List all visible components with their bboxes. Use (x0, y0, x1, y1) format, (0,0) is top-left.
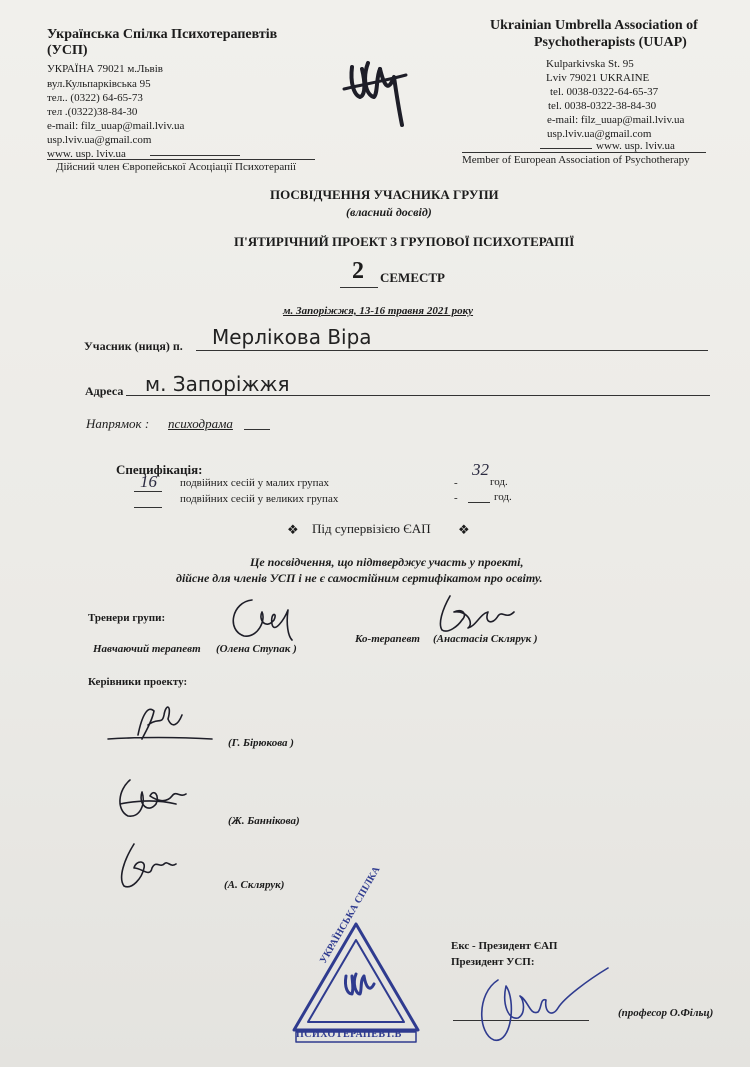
lead-therapist-name: (Олена Ступак ) (216, 643, 297, 655)
place-date: м. Запоріжжя, 13-16 травня 2021 року (283, 305, 474, 317)
spec-row1-unit: год. (490, 476, 508, 488)
certificate-subtitle: (власний досвід) (346, 205, 432, 219)
direction-value: психодрама (168, 416, 233, 431)
leader-1-name: (Г. Бірюкова ) (228, 737, 294, 749)
co-therapist-signature (428, 590, 528, 640)
leader-1-signature (108, 695, 218, 755)
president-label: Президент УСП: (451, 956, 535, 968)
participant-rule (196, 350, 708, 351)
left-tel-1: тел.. (0322) 64-65-73 (47, 92, 143, 104)
left-membership: Дійсний член Європейської Асоціації Психотерапії (56, 161, 297, 173)
left-tel-2: тел .(0322)38-84-30 (47, 106, 138, 118)
right-address-1: Kulparkivska St. 95 (546, 58, 634, 70)
right-web: www. usp. lviv.ua (596, 140, 675, 152)
direction-label: Напрямок : (86, 416, 150, 431)
spec-row1-text: подвійних сесій у малих групах (180, 477, 329, 489)
lead-therapist-role: Навчаючий терапевт (93, 643, 201, 655)
participant-label: Учасник (ниця) п. (84, 339, 183, 353)
semester-number: 2 (352, 258, 364, 284)
leader-2-name: (Ж. Баннікова) (228, 815, 300, 827)
spec-label: Специфікація: (116, 462, 203, 477)
leader-3-name: (А. Склярук) (224, 879, 285, 891)
co-therapist-role: Ко-терапевт (355, 633, 420, 645)
lead-therapist-signature (222, 590, 302, 650)
spec-row1-count: 16 (140, 472, 157, 491)
right-tel-1: tel. 0038-0322-64-65-37 (550, 86, 659, 98)
address-value: м. Запоріжжя (145, 372, 290, 396)
left-web: www. usp. lviv.ua (47, 148, 126, 160)
left-org-abbr: (УСП) (47, 43, 88, 58)
left-address-1: УКРАЇНА 79021 м.Львів (47, 63, 163, 75)
semester-number-rule (340, 287, 378, 288)
leader-2-signature (110, 770, 200, 830)
spec-row2-count-rule (134, 507, 162, 508)
supervision-note: Під супервізією ЄАП (312, 521, 431, 536)
right-membership: Member of European Association of Psychotherapy (462, 154, 690, 166)
project-title: П'ЯТИРІЧНИЙ ПРОЕКТ З ГРУПОВОЇ ПСИХОТЕРАПІЇ (234, 234, 575, 249)
left-web-rule (150, 155, 240, 156)
left-email-2: usp.lviv.ua@gmail.com (47, 134, 152, 146)
ex-president-label: Екс - Президент ЄАП (451, 940, 558, 952)
spec-row2-dash: - (454, 492, 458, 504)
right-web-rule (540, 148, 592, 149)
president-name: (професор О.Фільц) (618, 1007, 714, 1019)
participant-name: Мерлікова Віра (212, 325, 372, 349)
semester-label: СЕМЕСТР (380, 270, 445, 285)
spec-row2-text: подвійних сесій у великих групах (180, 493, 339, 505)
spec-row2-unit: год. (494, 491, 512, 503)
spec-row1-dash: - (454, 477, 458, 489)
left-org-name: Українська Спілка Психотерапевтів (47, 27, 278, 42)
statement-line-1: Це посвідчення, що підтверджує участь у проекті, (250, 555, 524, 569)
right-address-2: Lviv 79021 UKRAINE (546, 72, 650, 84)
statement-line-2: дійсне для членів УСП і не є самостійним сертифікатом про освіту. (176, 571, 543, 585)
left-email-1: e-mail: filz_uuap@mail.lviv.ua (47, 120, 185, 132)
spec-row1-hours: 32 (472, 460, 489, 479)
president-signature (468, 960, 618, 1050)
left-address-2: вул.Кульпарківська 95 (47, 78, 151, 90)
right-org-abbr: Psychotherapists (UUAP) (534, 35, 687, 50)
right-email-2: usp.lviv.ua@gmail.com (547, 128, 652, 140)
leaders-label: Керівники проекту: (88, 676, 188, 688)
co-therapist-name: (Анастасія Склярук ) (433, 633, 538, 645)
spec-row1-count-rule (134, 491, 162, 492)
right-org-name: Ukrainian Umbrella Association of (490, 18, 698, 33)
spec-row2-hours-rule (468, 502, 490, 503)
stamp-arc-text: УКРАЇНСЬКА СПІЛКА (318, 864, 383, 966)
leader-3-signature (112, 838, 192, 898)
right-tel-2: tel. 0038-0322-38-84-30 (548, 100, 657, 112)
right-email-1: e-mail: filz_uuap@mail.lviv.ua (547, 114, 685, 126)
diamond-icon: ❖ (458, 522, 470, 537)
address-label: Адреса (85, 384, 124, 398)
stamp-bottom-text: ПСИХОТЕРАПЕВТ.В (296, 1029, 402, 1040)
trainers-label: Тренери групи: (88, 612, 166, 624)
usp-stamp-icon (288, 918, 424, 1044)
usp-logo-icon (340, 55, 410, 130)
diamond-icon: ❖ (287, 522, 299, 537)
left-membership-rule (47, 159, 315, 160)
direction-rule (244, 429, 270, 430)
certificate-title: ПОСВІДЧЕННЯ УЧАСНИКА ГРУПИ (270, 187, 499, 202)
